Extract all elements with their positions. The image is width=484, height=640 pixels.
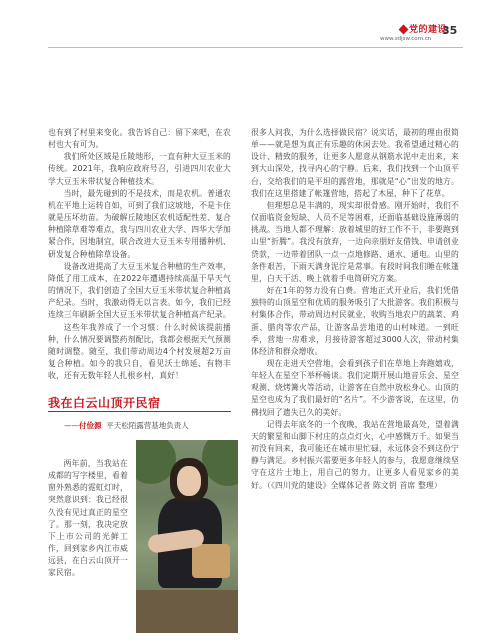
paragraph: 这些年我养成了一个习惯：什么时候该提前播种，什么情况要调整药剂配比，我都会根据天气预测随时调整。随至，我们带动周边4个村发展超2万亩复合种植。如今的我只自，看见沃土绵延、有物丰收，还有无数年轻人扎根乡村，真好！ <box>48 322 231 381</box>
paragraph: 当时，最先碰到的不是技术，而是农机。普通农机在平地上运转自如，可到了我们这坡地，不是卡住就是压坏幼苗。为破解丘陵地区农机适配性差、复合种植除草难等难点，我与四川农业大学、四华大学加紧合作，因地制宜，联合改进大豆玉米专用播种机、研发复合种植除草设备。 <box>48 188 231 259</box>
magazine-logo <box>400 22 447 35</box>
byline <box>64 420 189 431</box>
paragraph: 设备改进提高了大豆玉米复合种植的生产效率，降低了用工成本，在2022年遭遇持续高温干旱天气的情况下，我们创造了全国大豆玉米带状复合种植高产纪录。当时，我激动得无以言表。如今，我们已经连续三年刷新全国大豆玉米带状复合种植高产纪录。 <box>48 261 231 320</box>
left-column-top <box>48 127 231 382</box>
paragraph: 好在1年的努力没有白费。营地正式开业后，我们凭借独特的山顶星空和优质的服务吸引了大批游客。我们积极与村集体合作，带动周边村民就业，收购当地农户的蔬菜、鸡蛋、腊肉等农产品，让游客品尝地道的山村味道。一到旺季，营地一房难求，月接待游客超过3000人次，带动村集体经济和群众增收。 <box>251 286 459 356</box>
right-column <box>251 127 459 492</box>
paragraph: 但理想总是丰满的，现实却很骨感。刚开始时，我们不仅面临资金短缺、人员不足等困难，还面临基础设施薄弱的挑战。当地人都不理解：放着城里的好工作不干，非要跑到山里“折腾”。我没有放弃，一边向亲朋好友借钱、申请创业贷款，一边带着团队一点一点地修路、通水、通电。山里的条件艰苦，下雨天满身泥泞是常事。有段时间我们睡在帐篷里，白天干活、晚上就着手电筒研究方案。 <box>251 200 459 283</box>
section-divider <box>48 411 231 412</box>
paragraph: 现在走进天空营地，会看到孩子们在草地上奔跑嬉戏，年轻人在星空下举杯畅谈。我们定期开展山地音乐会、星空观测、烧烤篝火等活动，让游客在自然中放松身心。山顶的星空也成为了我们最好的“名片”。不少游客说，在这里，仿佛找回了遗失已久的美好。 <box>251 358 459 417</box>
header-divider <box>48 47 463 48</box>
page-number: 35 <box>442 24 458 37</box>
section-title: 我在白云山顶开民宿 <box>48 396 161 410</box>
left-column-bottom <box>48 458 128 580</box>
byline-dash: —— <box>64 421 79 430</box>
paragraph: 也有到了村里来变化。我告诉自己：留下来吧，在农村也大有可为。 <box>48 128 231 150</box>
byline-name: 付俭源 <box>79 421 102 430</box>
logo-mark-icon <box>399 25 409 35</box>
paragraph: 两年前，当我站在成都的写字楼里，看着窗外熟悉的霓虹灯时，突然意识到：我已经很久没有见过真正的星空了。那一刻，我决定放下上市公司的光鲜工作，回到家乡内江市威远县，在白云山顶开一家民宿。 <box>48 459 128 578</box>
paragraph: 很多人问我，为什么选择做民宿？说实话，最初的理由很简单——就是想为真正有乐趣的休闲去处。我希望通过精心的设计、精致的服务，让更多人愿意从钢筋水泥中走出来，来到大山深处，找寻内心的宁静。后来，我们找到一个山顶平台，交给我们的是平坦的露营地，那就是“心”出发的地方。我们在这里搭建了帐篷营地，搭起了木屋，种下了花草。 <box>251 128 459 198</box>
person-face-shape <box>177 466 201 496</box>
logo-text: 党的建设 <box>409 25 448 35</box>
page-header <box>0 0 484 50</box>
magazine-url: www.sdjsw.com.cn <box>380 36 432 42</box>
paragraph: 记得去年底冬的一个夜晚，我站在营地最高处，望着满天的繁星和山脚下村庄的点点灯火，心中感慨万千。如果当初没有回来，我可能还在城市里忙碌，永远体会不到这份宁静与满足。乡村振兴需要更多年轻人的参与，我愿意继续坚守在这片土地上，用自己的努力，让更多人看见家乡的美好。（《四川党的建设》全媒体记者 陈文钥 首席 整理） <box>251 419 459 490</box>
ground-shape <box>136 590 238 633</box>
produce-bag-shape <box>192 544 230 578</box>
portrait-photo <box>136 440 238 633</box>
paragraph: 我们所处区域是丘陵地形，一直有种大豆玉米的传统。2021年，我响应政府号召，引进四川农业大学大豆玉米带状复合种植技术。 <box>48 152 231 186</box>
byline-role: 平天松陌露营基地负责人 <box>106 421 189 430</box>
